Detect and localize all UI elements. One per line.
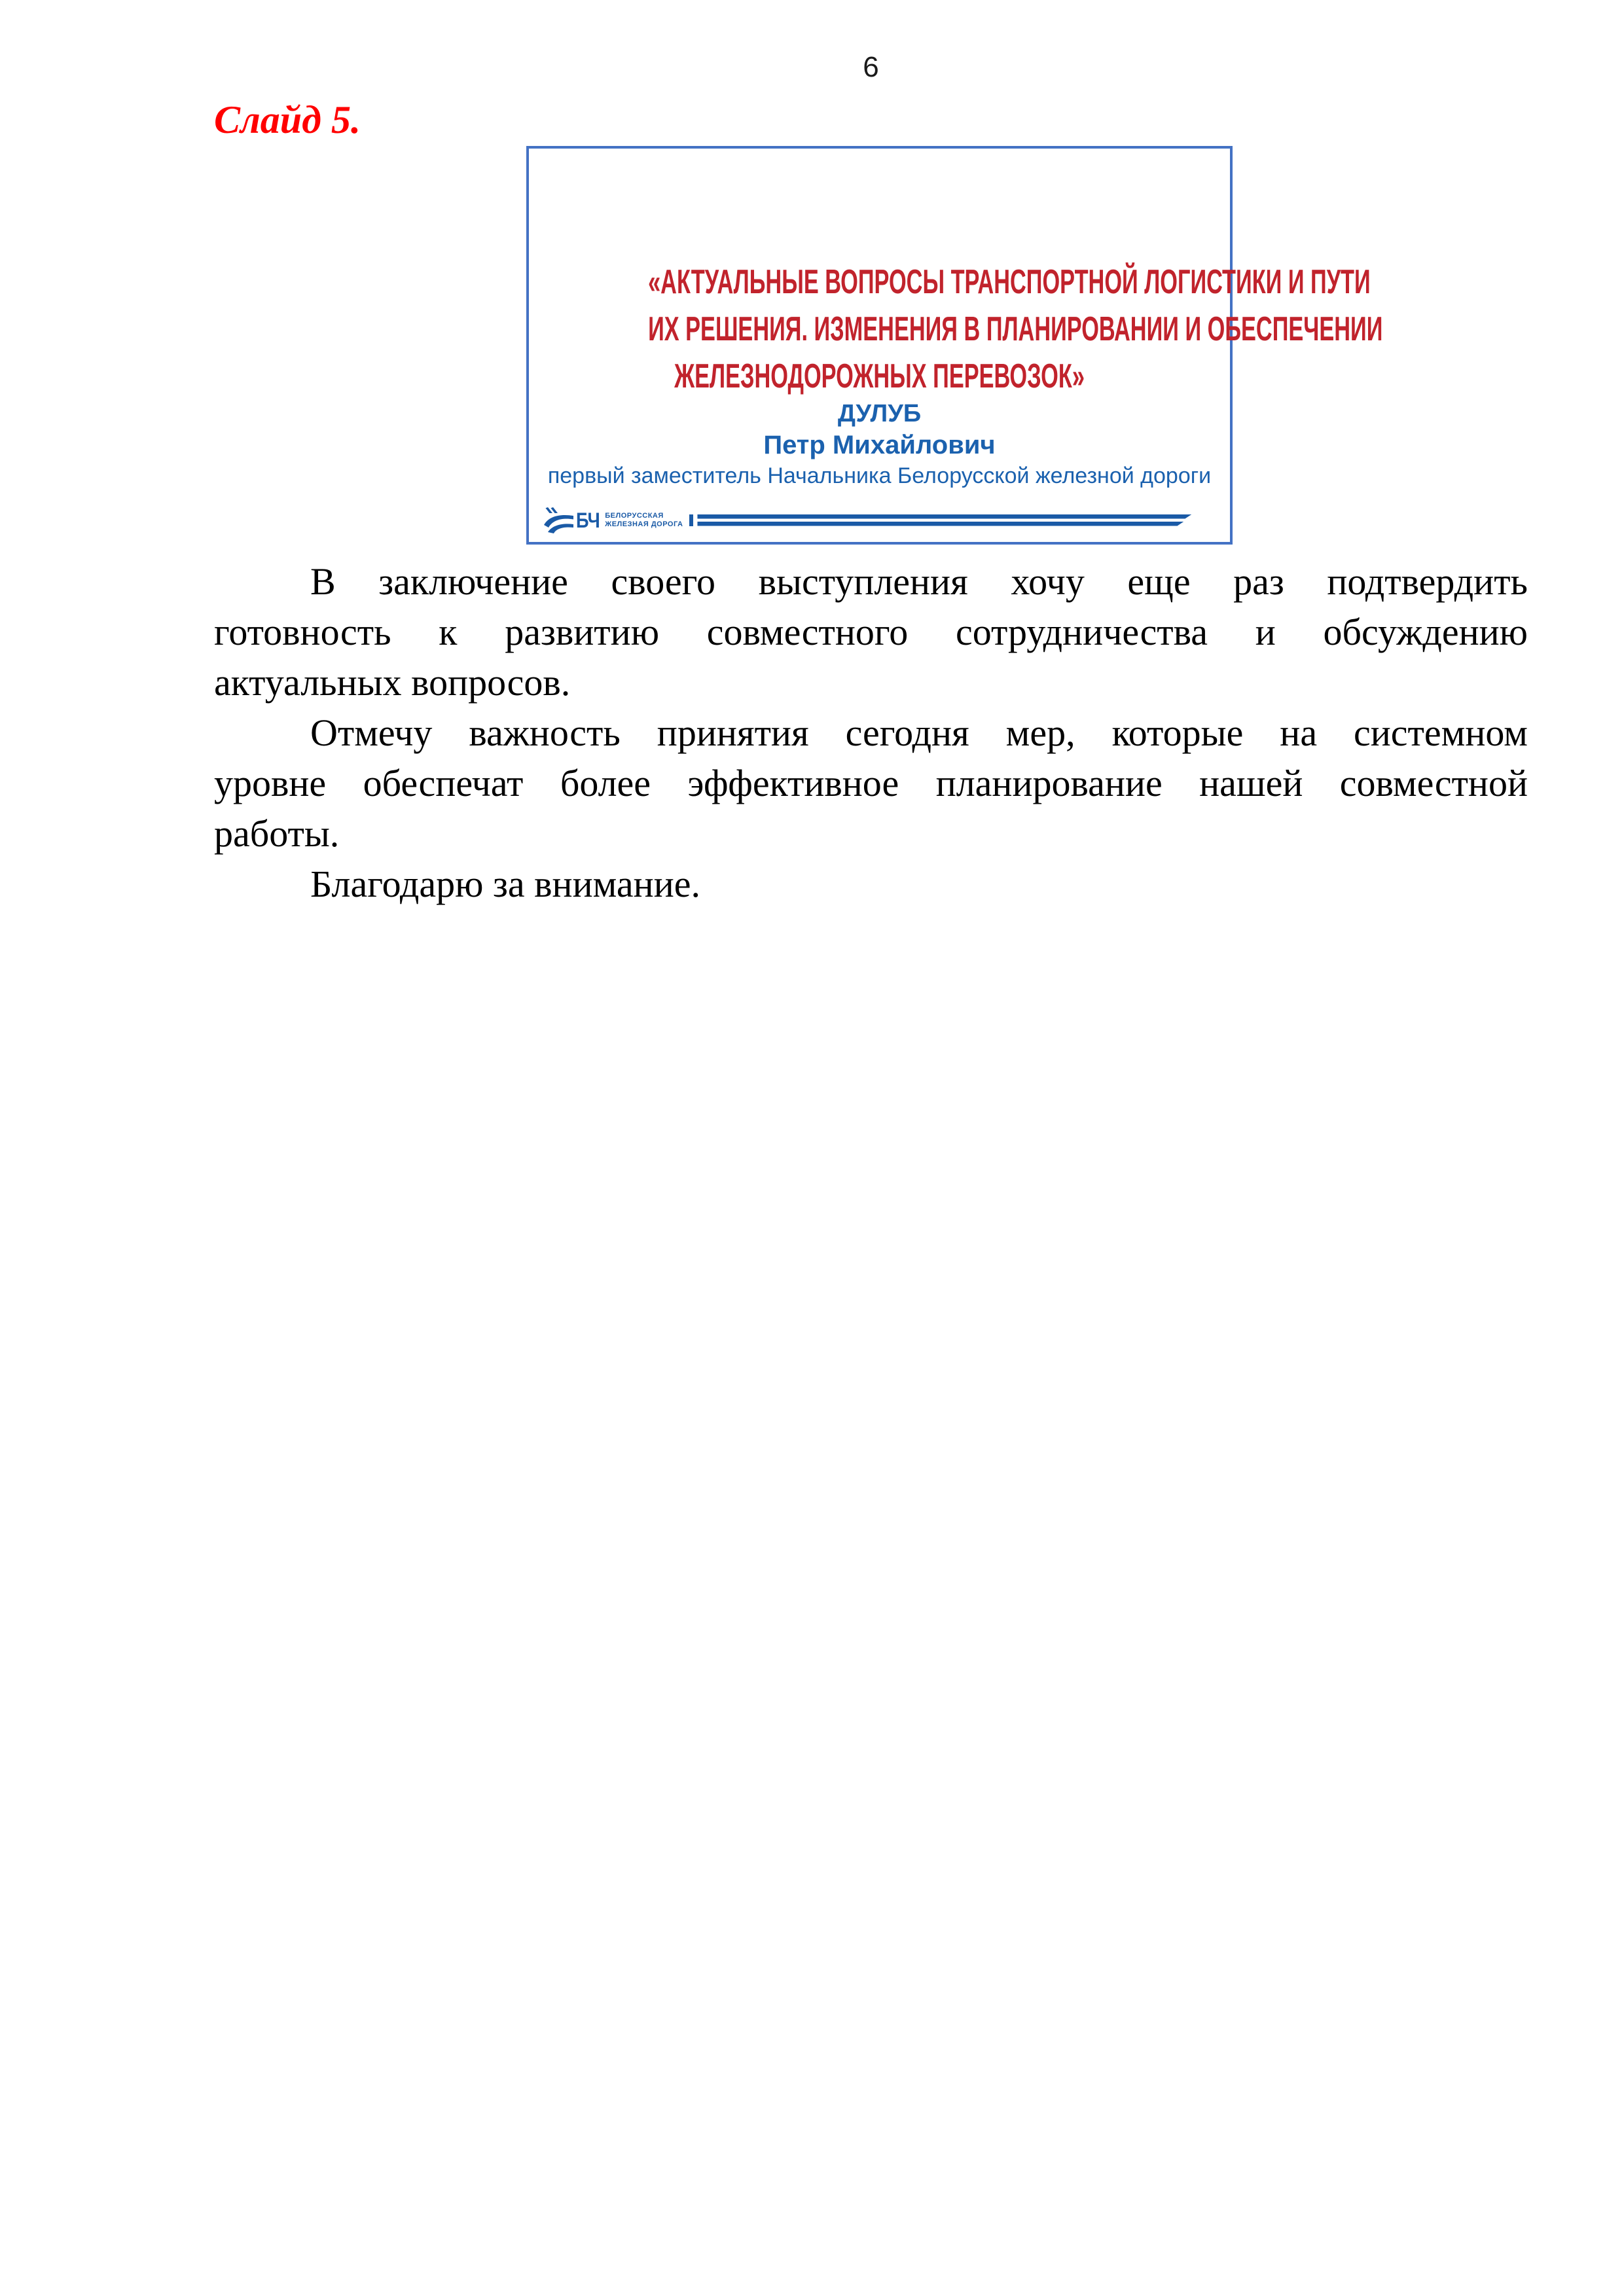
slide-title-line: ИХ РЕШЕНИЯ. ИЗМЕНЕНИЯ В ПЛАНИРОВАНИИ И ОБЕСПЕЧЕНИИ [648, 310, 1383, 348]
embedded-slide-image [526, 146, 1383, 545]
logo-caption-line1: БЕЛОРУССКАЯ [605, 512, 664, 520]
paragraph-line: актуальных вопросов. [214, 661, 571, 704]
logo-abbr: БЧ [576, 509, 600, 532]
speaker-position: первый заместитель Начальника Белорусской железной дороги [547, 463, 1212, 488]
page-number: 6 [863, 51, 879, 83]
slide-label: Слайд 5. [214, 98, 361, 141]
logo-stripe-top [697, 514, 1192, 519]
paragraph-line: Благодарю за внимание. [310, 863, 700, 905]
bch-railway-emblem-icon [543, 507, 575, 533]
speaker-name: Петр Михайлович [763, 431, 996, 459]
logo-stripe-bottom [697, 522, 1184, 526]
body-text [214, 556, 1528, 909]
railway-logo-row [543, 507, 1192, 534]
logo-stripes [697, 514, 1192, 527]
slide-title [648, 259, 1383, 400]
paragraph-line: готовность к развитию совместного сотрудничества и обсуждению [214, 611, 1528, 653]
speaker-block [529, 399, 1230, 491]
paragraph-line: работы. [214, 812, 340, 855]
paragraph-line: Отмечу важность принятия сегодня мер, которые на системном [310, 711, 1528, 754]
slide-title-line: «АКТУАЛЬНЫЕ ВОПРОСЫ ТРАНСПОРТНОЙ ЛОГИСТИКИ И ПУТИ [648, 263, 1371, 301]
slide-title-line: ЖЕЛЕЗНОДОРОЖНЫХ ПЕРЕВОЗОК» [674, 357, 1085, 395]
paragraph-line: В заключение своего выступления хочу еще раз подтвердить [310, 560, 1528, 603]
paragraph-line: уровне обеспечат более эффективное планирование нашей совместной [214, 762, 1528, 804]
logo-divider [689, 514, 693, 526]
logo-caption-line2: ЖЕЛЕЗНАЯ ДОРОГА [605, 520, 683, 528]
speaker-surname: ДУЛУБ [837, 400, 922, 427]
logo-caption [605, 512, 683, 529]
